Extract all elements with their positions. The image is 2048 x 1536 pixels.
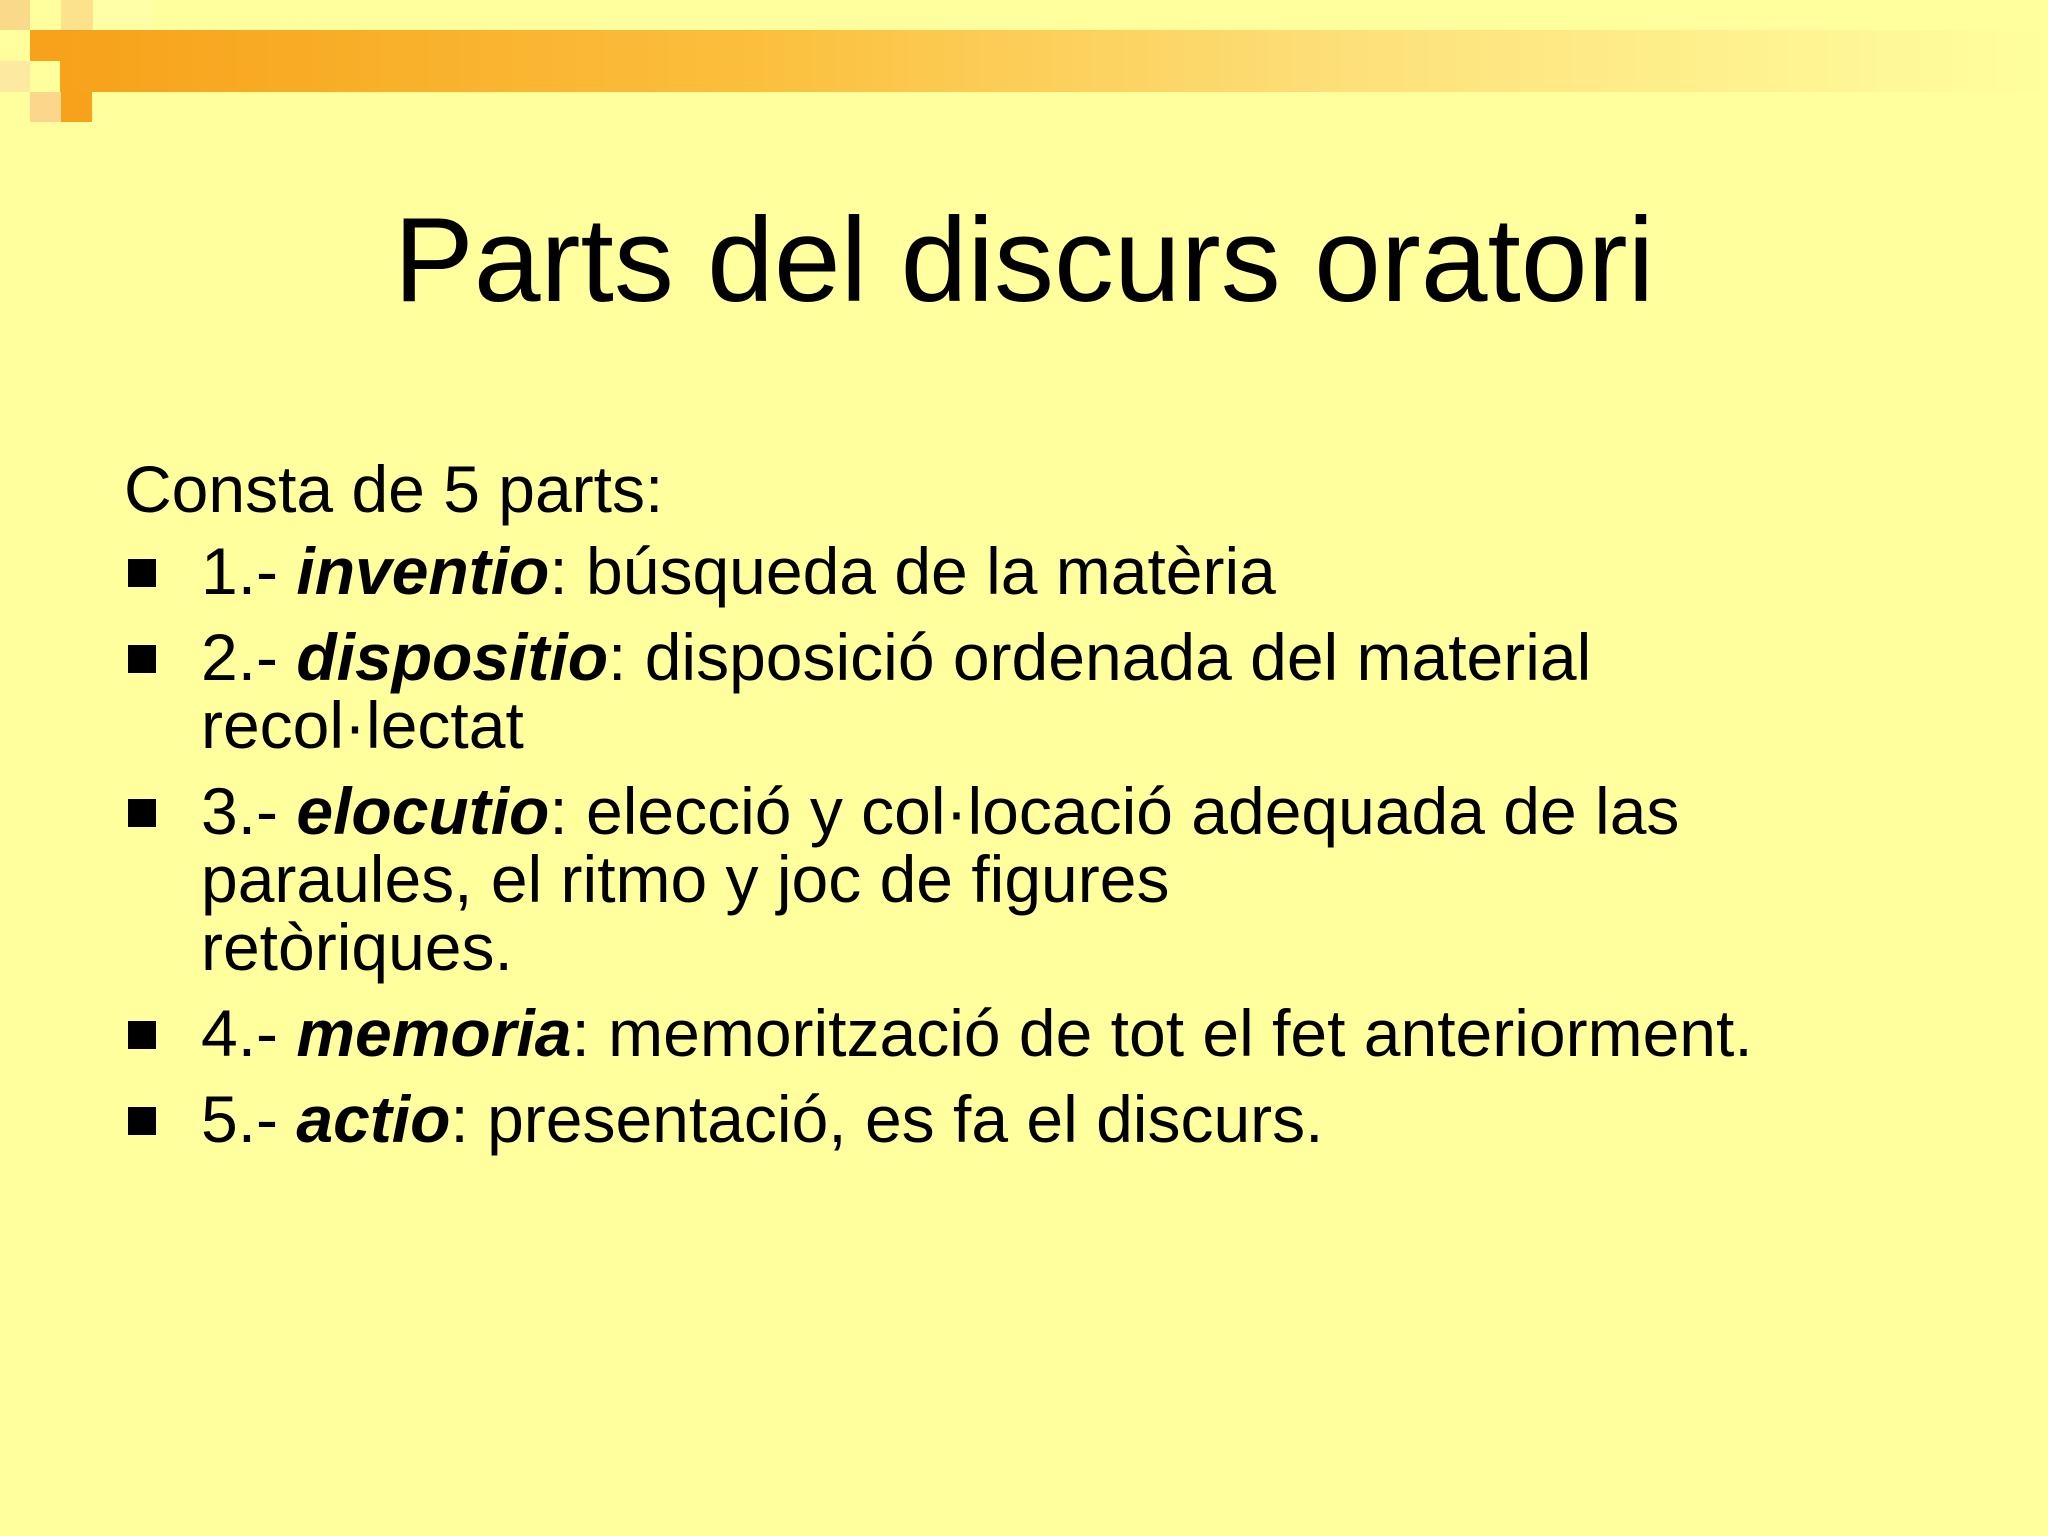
item-description: : memorització de tot el fet anteriorment. [571,996,1753,1070]
item-description-continued: recol·lectat [201,688,524,762]
decor-square [61,92,92,122]
item-number: 1.- [201,534,297,608]
item-term: actio [296,1082,451,1156]
item-description: : búsqueda de la matèria [549,534,1276,608]
square-bullet-icon [128,1107,156,1135]
item-description-continued: paraules, el ritmo y joc de figures [201,842,1170,916]
item-description: : disposició ordenada del material [608,620,1592,694]
item-number: 3.- [201,774,297,848]
square-bullet-icon [128,645,156,673]
square-bullet-icon [128,1021,156,1049]
parts-list [124,534,1924,1156]
square-bullet-icon [128,799,156,827]
list-item [124,1082,1924,1156]
decor-square [30,30,61,61]
slide-title: Parts del discurs oratori [393,193,1655,327]
decor-square [0,0,30,30]
item-description: : presentació, es fa el discurs. [450,1082,1324,1156]
item-number: 4.- [201,996,297,1070]
item-description-continued: retòriques. [201,910,513,984]
decor-square [0,61,30,92]
list-item [124,996,1924,1070]
item-term: dispositio [296,620,609,694]
item-number: 2.- [201,620,297,694]
decor-square [93,0,153,30]
square-bullet-icon [128,559,156,587]
item-term: inventio [296,534,550,608]
decor-square [61,0,93,30]
list-item [124,774,1924,984]
item-description: : elecció y col·locació adequada de las [549,774,1680,848]
item-number: 5.- [201,1082,297,1156]
list-item [124,534,1924,608]
item-term: elocutio [296,774,550,848]
slide-body [124,452,1924,1171]
header-gradient-bar [60,30,2048,92]
intro-text: Consta de 5 parts: [124,452,664,526]
item-term: memoria [296,996,572,1070]
list-item [124,620,1924,762]
decor-square [30,92,61,122]
